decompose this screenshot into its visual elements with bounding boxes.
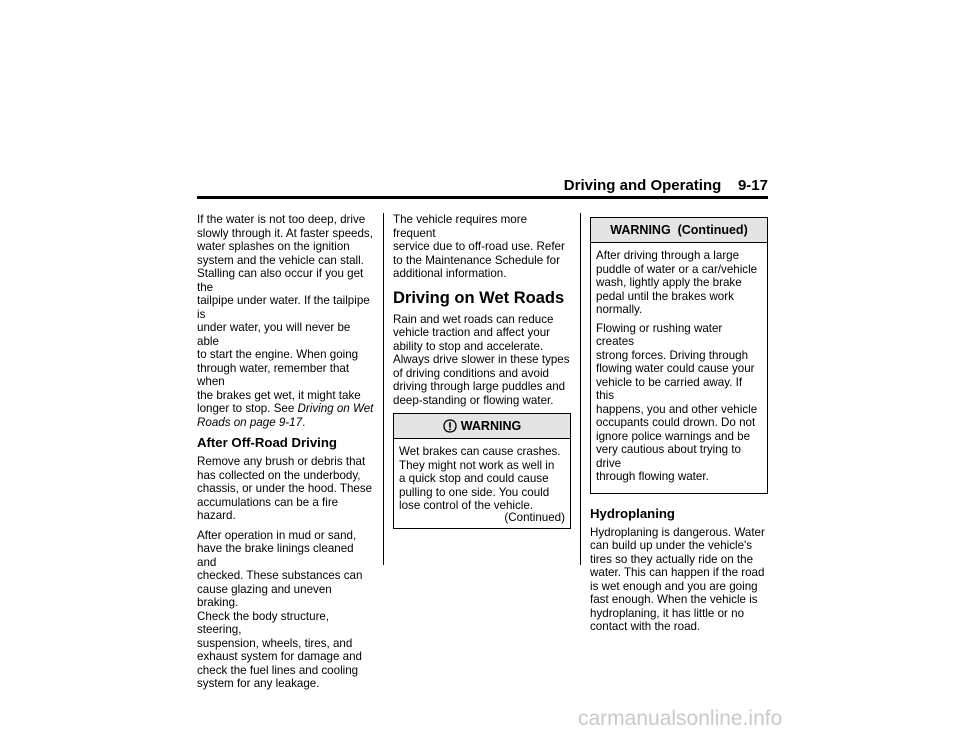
column-1	[197, 213, 375, 697]
text-line: to the Maintenance Schedule for	[393, 253, 560, 267]
text-line: cause glazing and uneven braking.	[197, 582, 332, 609]
column-3	[590, 213, 768, 640]
continued-label: (Continued)	[504, 510, 565, 524]
text-line: under water, you will never be able	[197, 321, 351, 348]
text-line: additional information.	[393, 267, 507, 280]
see-text: longer to stop. See	[197, 402, 298, 415]
paragraph-maintenance	[393, 213, 571, 281]
watermark: carmanualsonline.info	[578, 707, 783, 730]
warning-continued-body	[591, 243, 767, 493]
text-line: strong forces. Driving through	[596, 348, 749, 362]
text-line: have the brake linings cleaned and	[197, 542, 354, 569]
column-divider-2	[580, 213, 581, 565]
column-2	[393, 213, 571, 529]
text-line: occupants could drown. Do not	[596, 416, 756, 429]
text-line: water splashes on the ignition	[197, 240, 350, 253]
text-line: Stalling can also occur if you get the	[197, 267, 364, 294]
text-line: the brakes get wet, it might take	[197, 388, 361, 402]
warning-box	[393, 413, 571, 529]
text-line: vehicle traction and affect your	[393, 326, 551, 339]
section-title: Driving and Operating	[563, 177, 722, 194]
warning-icon	[443, 417, 457, 441]
text-line: Rain and wet roads can reduce	[393, 312, 554, 326]
text-line: puddle of water or a car/vehicle	[596, 262, 758, 276]
text-line: ignore police warnings and be	[596, 429, 751, 443]
text-line: The vehicle requires more frequent	[393, 213, 528, 240]
header-text	[564, 177, 768, 194]
period: .	[302, 415, 306, 429]
text-line: accumulations can be a fire hazard.	[197, 495, 339, 522]
text-line: lose control of the vehicle.	[399, 499, 534, 512]
paragraph-hydroplaning	[590, 526, 768, 634]
page-number: 9-17	[737, 177, 768, 194]
text-line: fast enough. When the vehicle is	[590, 593, 758, 606]
text-line: exhaust system for damage and	[197, 650, 362, 663]
text-line: deep-standing or flowing water.	[393, 393, 554, 407]
text-line: Flowing or rushing water creates	[596, 321, 723, 348]
text-line: pulling to one side. You could	[399, 485, 550, 499]
text-line: system for any leakage.	[197, 677, 320, 690]
text-line: vehicle to be carried away. If this	[596, 375, 743, 402]
heading-driving-on-wet-roads: Driving on Wet Roads	[393, 288, 565, 307]
text-line: to start the engine. When going	[197, 348, 359, 361]
text-line: happens, you and other vehicle	[596, 402, 758, 416]
text-line: system and the vehicle can stall.	[197, 253, 364, 267]
text-line: contact with the road.	[590, 620, 701, 633]
text-line: If the water is not too deep, drive	[197, 213, 366, 226]
text-line: hydroplaning, it has little or no	[590, 606, 745, 620]
text-line: can build up under the vehicle's	[590, 539, 753, 552]
text-line	[197, 402, 375, 416]
text-line: has collected on the underbody,	[197, 468, 361, 482]
text-line: Remove any brush or debris that	[197, 455, 366, 468]
text-line: Wet brakes can cause crashes.	[399, 445, 561, 458]
text-line: slowly through it. At faster speeds,	[197, 226, 373, 240]
text-line: check the fuel lines and cooling	[197, 663, 359, 677]
text-line: very cautious about trying to drive	[596, 443, 742, 470]
text-line: checked. These substances can	[197, 569, 363, 582]
page-header	[197, 177, 768, 197]
text-line: wash, lightly apply the brake	[596, 276, 742, 289]
warning-body	[394, 439, 570, 528]
paragraph-water-depth	[197, 213, 375, 429]
paragraph-mud-sand	[197, 529, 375, 691]
warning-continued-box	[590, 217, 768, 494]
cross-reference-link[interactable]: Driving on Wet	[297, 402, 374, 415]
text-line: pedal until the brakes work	[596, 289, 734, 303]
cross-reference-link[interactable]: Roads on page 9-17	[197, 415, 303, 429]
text-line: chassis, or under the hood. These	[197, 482, 373, 495]
text-line	[197, 416, 375, 430]
paragraph-remove-debris	[197, 455, 375, 523]
warning-paragraph-apply-brake	[596, 249, 762, 317]
text-line: Always drive slower in these types	[393, 353, 570, 366]
warning-header	[394, 414, 570, 439]
text-line: After driving through a large	[596, 249, 740, 262]
text-line: driving through large puddles and	[393, 380, 566, 393]
text-line: normally.	[596, 303, 643, 316]
heading-after-off-road-driving: After Off-Road Driving	[197, 435, 337, 450]
text-line: Check the body structure, steering,	[197, 609, 330, 636]
paragraph-rain-wet-roads	[393, 313, 571, 408]
text-line: through flowing water.	[596, 470, 709, 483]
warning-paragraph-flowing-water	[596, 322, 762, 484]
text-line: tailpipe under water. If the tailpipe is	[197, 294, 370, 321]
text-line: They might not work as well in	[399, 458, 555, 472]
text-line: of driving conditions and avoid	[393, 366, 549, 380]
text-line: flowing water could cause your	[596, 362, 755, 375]
text-line: After operation in mud or sand,	[197, 528, 357, 542]
text-line: service due to off-road use. Refer	[393, 240, 565, 253]
text-line: water. This can happen if the road	[590, 566, 765, 579]
column-divider-1	[383, 213, 384, 565]
text-line: tires so they actually ride on the	[590, 552, 754, 566]
warning-continued-header: WARNING (Continued)	[591, 218, 767, 243]
warning-title: WARNING	[460, 419, 522, 433]
text-line: is wet enough and you are going	[590, 579, 758, 593]
text-line: ability to stop and accelerate.	[393, 339, 544, 353]
text-line: suspension, wheels, tires, and	[197, 636, 353, 650]
text-line: Hydroplaning is dangerous. Water	[590, 525, 765, 539]
heading-hydroplaning: Hydroplaning	[590, 505, 675, 521]
text-line: a quick stop and could cause	[399, 472, 549, 485]
header-rule	[197, 196, 768, 199]
text-line: through water, remember that when	[197, 361, 350, 388]
